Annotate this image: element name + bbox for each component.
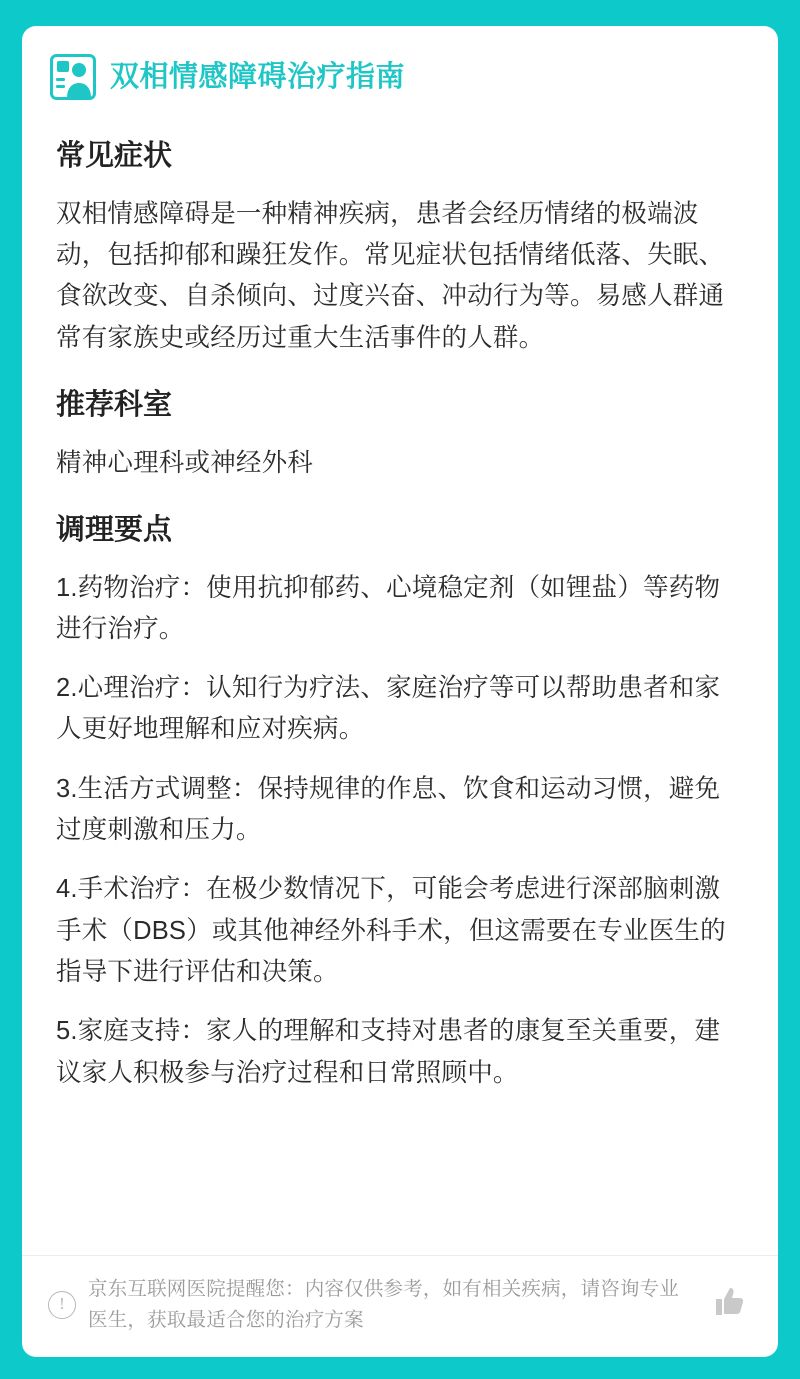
list-item: 3.生活方式调整：保持规律的作息、饮食和运动习惯，避免过度刺激和压力。 — [56, 774, 721, 845]
list-item: 5.家庭支持：家人的理解和支持对患者的康复至关重要，建议家人积极参与治疗过程和日常照顾中。 — [56, 1017, 721, 1087]
article-header — [22, 26, 778, 106]
section-heading-care-points: 调理要点 — [56, 513, 173, 546]
list-item: 1.药物治疗：使用抗抑郁药、心境稳定剂（如锂盐）等药物进行治疗。 — [56, 573, 721, 643]
list-item: 4.手术治疗：在极少数情况下，可能会考虑进行深部脑刺激手术（DBS）或其他神经外科手术，但这需要在专业医生的指导下进行评估和决策。 — [56, 875, 726, 986]
article-card — [22, 26, 778, 1357]
disclaimer-text: 京东互联网医院提醒您：内容仅供参考，如有相关疾病，请咨询专业医生，获取最适合您的治疗方案 — [88, 1277, 680, 1332]
article-body — [22, 106, 778, 1094]
section-heading-department: 推荐科室 — [56, 388, 173, 421]
section-paragraph-department: 精神心理科或神经外科 — [56, 448, 314, 477]
document-person-icon — [50, 54, 96, 100]
footer-disclaimer-bar — [22, 1255, 778, 1357]
thumbs-up-icon[interactable] — [706, 1285, 752, 1325]
page-title: 双相情感障碍治疗指南 — [110, 60, 406, 93]
section-paragraph-symptoms: 双相情感障碍是一种精神疾病，患者会经历情绪的极端波动，包括抑郁和躁狂发作。常见症状包括情绪低落、失眠、食欲改变、自杀倾向、过度兴奋、冲动行为等。易感人群通常有家族史或经历过重大生活事件的人群。 — [56, 199, 725, 352]
list-item: 2.心理治疗：认知行为疗法、家庭治疗等可以帮助患者和家人更好地理解和应对疾病。 — [56, 674, 721, 744]
section-heading-symptoms: 常见症状 — [56, 140, 173, 172]
info-circle-icon: ! — [48, 1291, 76, 1319]
